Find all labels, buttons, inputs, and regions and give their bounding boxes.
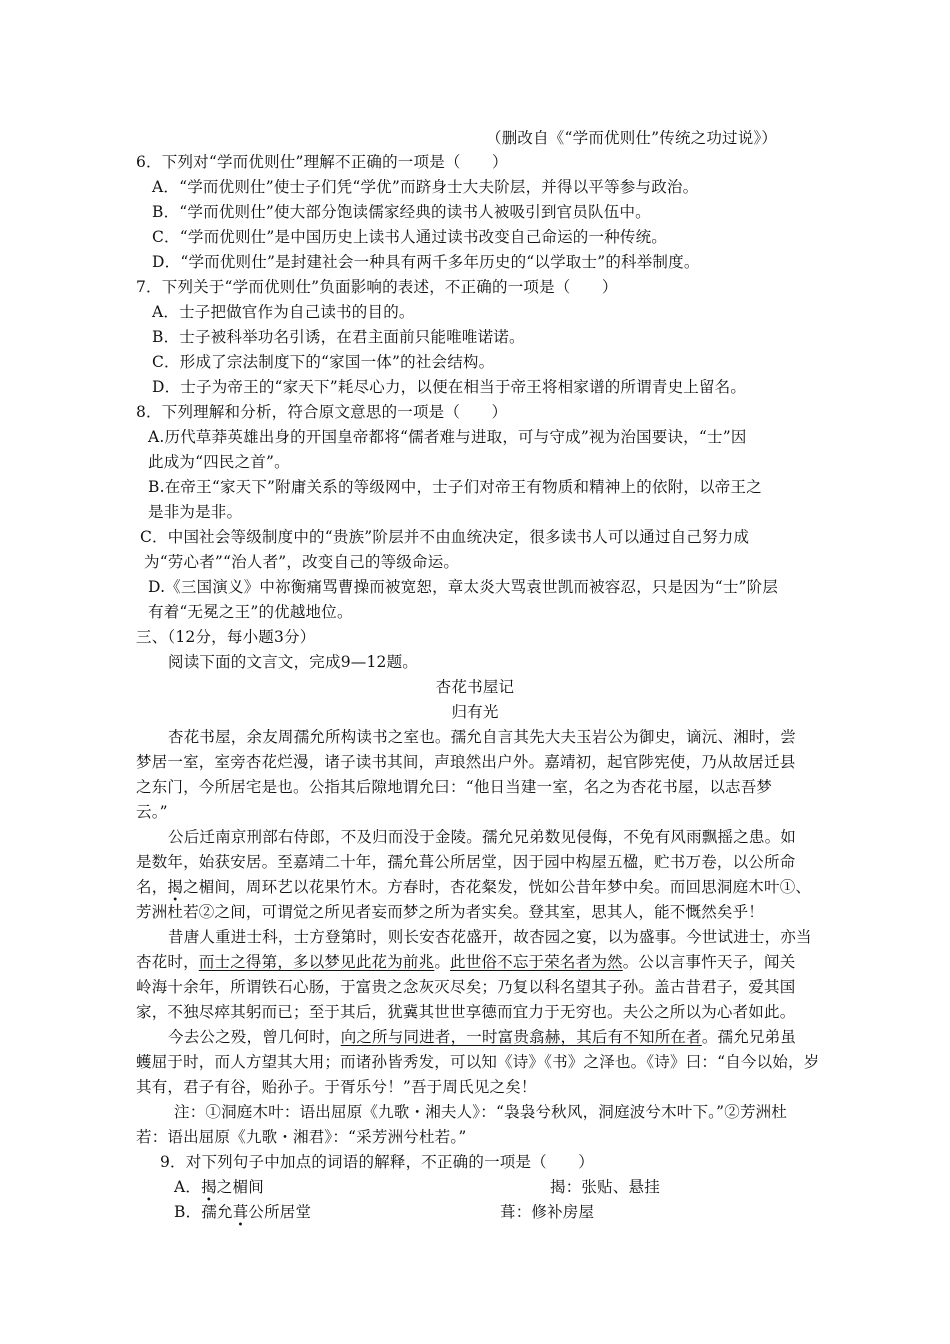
- passage-p1-line3: 之东门，今所居宅是也。公指其后隙地谓允曰：“他日当建一室，名之为杏花书屋，以志吾梦: [136, 778, 773, 796]
- q6-option-d: D．“学而优则仕”是封建社会一种具有两千多年历史的“以学取士”的科举制度。: [152, 253, 700, 271]
- passage-title: 杏花书屋记: [435, 678, 515, 696]
- q6-option-c: C．“学而优则仕”是中国历史上读书人通过读书改变自己命运的一种传统。: [152, 228, 668, 246]
- q8-stem: 8．下列理解和分析，符合原文意思的一项是（ ）: [136, 403, 508, 421]
- underlined-sentence-3: 向之所与同进者，一时富贵翕赫，其后有不知所在者: [340, 1028, 702, 1046]
- q9-option-b-explanation: 葺：修补房屋: [500, 1203, 595, 1221]
- q9-option-a-label: A．: [174, 1178, 202, 1196]
- passage-p2-line2: 是数年，始获安居。至嘉靖二十年，孺允葺公所居堂，因于园中构屋五楹，贮书万卷，以公所命: [136, 853, 796, 871]
- q7-option-a: A．士子把做官作为自己读书的目的。: [152, 303, 415, 321]
- passage-p3-line2-mid: 。: [434, 953, 451, 971]
- q6-option-b: B．“学而优则仕”使大部分饱读儒家经典的读书人被吸引到官员队伍中。: [152, 203, 651, 221]
- q8-option-d-line2: 有着“无冕之王”的优越地位。: [148, 603, 353, 621]
- underlined-sentence-2: 此世俗不忘于荣名者为然: [450, 953, 623, 971]
- q8-option-b-line1: B.在帝王“家天下”附庸关系的等级网中，士子们对帝王有物质和精神上的依附，以帝王之: [148, 478, 762, 496]
- q9-stem: 9．对下列句子中加点的词语的解释，不正确的一项是（ ）: [160, 1153, 594, 1171]
- passage-p4-line1-end: 。孺允兄弟虽: [701, 1028, 797, 1046]
- q9-option-b: [174, 1202, 311, 1222]
- q9-option-a-dotted-word: 揭: [201, 1178, 217, 1196]
- passage-p2-line3: [136, 877, 811, 897]
- passage-p2-line4: 芳洲杜若②之间，可谓觉之所见者妄而梦之所为者实矣。登其室，思其人，能不慨然矣乎！: [136, 903, 765, 921]
- passage-p3-line3: 岭海十余年，所谓铁石心肠，于富贵之念灰灭尽矣；乃复以科名望其子孙。盖古昔君子，爱其国: [136, 978, 796, 996]
- section-3-instruction: 阅读下面的文言文，完成9—12题。: [168, 653, 418, 671]
- passage-p4-line1-start: 今去公之殁，曾几何时，: [168, 1028, 341, 1046]
- passage-p3-line4: 家，不独尽瘁其躬而已；至于其后，犹冀其世世享德而宜力于无穷也。夫公之所以为心者如此。: [136, 1003, 796, 1021]
- passage-p2-line3-rest: 之楣间，周环艺以花果竹木。方春时，杏花粲发，恍如公昔年梦中矣。而回思洞庭木叶①、: [183, 878, 812, 896]
- q9-option-b-label: B．孺允: [174, 1203, 233, 1221]
- q6-option-a: A．“学而优则仕”使士子们凭“学优”而跻身士大夫阶层，并得以平等参与政治。: [152, 178, 699, 196]
- passage-p2-line3-start: 名，: [136, 878, 168, 896]
- q7-option-b: B．士子被科举功名引诱，在君主面前只能唯唯诺诺。: [152, 328, 525, 346]
- passage-p1-line2: 梦居一室，室旁杏花烂漫，诸子读书其间，声琅然出户外。嘉靖初，起官陟宪使，乃从故居迁县: [136, 753, 796, 771]
- q7-stem: 7．下列关于“学而优则仕”负面影响的表述，不正确的一项是（ ）: [136, 278, 618, 296]
- dotted-word-jie: 揭: [167, 878, 184, 896]
- q8-option-c-line2: 为“劳心者”“治人者”，改变自己的等级命运。: [144, 553, 460, 571]
- passage-p3-line2-end: 。公以言事忤天子，闻关: [622, 953, 796, 971]
- passage-p3-line2: [136, 952, 795, 972]
- note-line1: 注：①洞庭木叶：语出屈原《九歌・湘夫人》：“袅袅兮秋风，洞庭波兮木叶下。”②芳洲杜: [174, 1103, 788, 1121]
- q8-option-a-line2: 此成为“四民之首”。: [148, 453, 290, 471]
- passage-p4-line2: 蠖屈于时，而人方望其大用；而诸孙皆秀发，可以知《诗》《书》之泽也。《诗》曰：“自今以始，岁: [136, 1053, 820, 1071]
- q9-option-a-rest: 之楣间: [216, 1178, 264, 1196]
- q6-stem: 6．下列对“学而优则仕”理解不正确的一项是（ ）: [136, 153, 508, 171]
- passage-p3-line2-start: 杏花时，: [136, 953, 199, 971]
- passage-p3-line1: 昔唐人重进士科，士方登第时，则长安杏花盛开，故杏园之宴，以为盛事。今世试进士，亦当: [168, 928, 812, 946]
- q8-option-b-line2: 是非为是非。: [148, 503, 243, 521]
- q9-option-b-rest: 公所居堂: [248, 1203, 312, 1221]
- passage-p2-line1: 公后迁南京刑部右侍郎，不及归而没于金陵。孺允兄弟数见侵侮，不免有风雨飘摇之患。如: [168, 828, 797, 846]
- q9-option-a-explanation: 揭：张贴、悬挂: [550, 1178, 660, 1196]
- passage-p1-line1: 杏花书屋，余友周孺允所构读书之室也。孺允自言其先大夫玉岩公为御史，谪沅、湘时，尝: [168, 728, 797, 746]
- q9-option-a: [174, 1177, 264, 1197]
- q9-option-b-dotted-word: 葺: [232, 1203, 249, 1221]
- source-note: （删改自《“学而优则仕”传统之功过说》）: [486, 129, 778, 147]
- q7-option-c: C．形成了宗法制度下的“家国一体”的社会结构。: [152, 353, 495, 371]
- q8-option-a-line1: A.历代草莽英雄出身的开国皇帝都将“儒者难与进取，可与守成”视为治国要诀，“士”因: [148, 428, 747, 446]
- section-3-heading: 三、（12分，每小题3分）: [136, 628, 316, 646]
- q7-option-d: D．士子为帝王的“家天下”耗尽心力，以便在相当于帝王将相家谱的所谓青史上留名。: [152, 378, 747, 396]
- note-line2: 若：语出屈原《九歌・湘君》：“采芳洲兮杜若。”: [136, 1128, 467, 1146]
- passage-author: 归有光: [451, 703, 499, 721]
- q8-option-d-line1: D.《三国演义》中祢衡痛骂曹操而被宽恕，章太炎大骂袁世凯而被容忍，只是因为“士”阶层: [148, 578, 779, 596]
- q8-option-c-line1: C．中国社会等级制度中的“贵族”阶层并不由血统决定，很多读书人可以通过自己努力成: [140, 528, 750, 546]
- underlined-sentence-1: 而士之得第，多以梦见此花为前兆: [198, 953, 435, 971]
- passage-p4-line1: [168, 1027, 796, 1047]
- passage-p1-line4: 云。”: [136, 803, 168, 821]
- passage-p4-line3: 其有，君子有谷，贻孙子。于胥乐兮！”吾于周氏见之矣！: [136, 1078, 537, 1096]
